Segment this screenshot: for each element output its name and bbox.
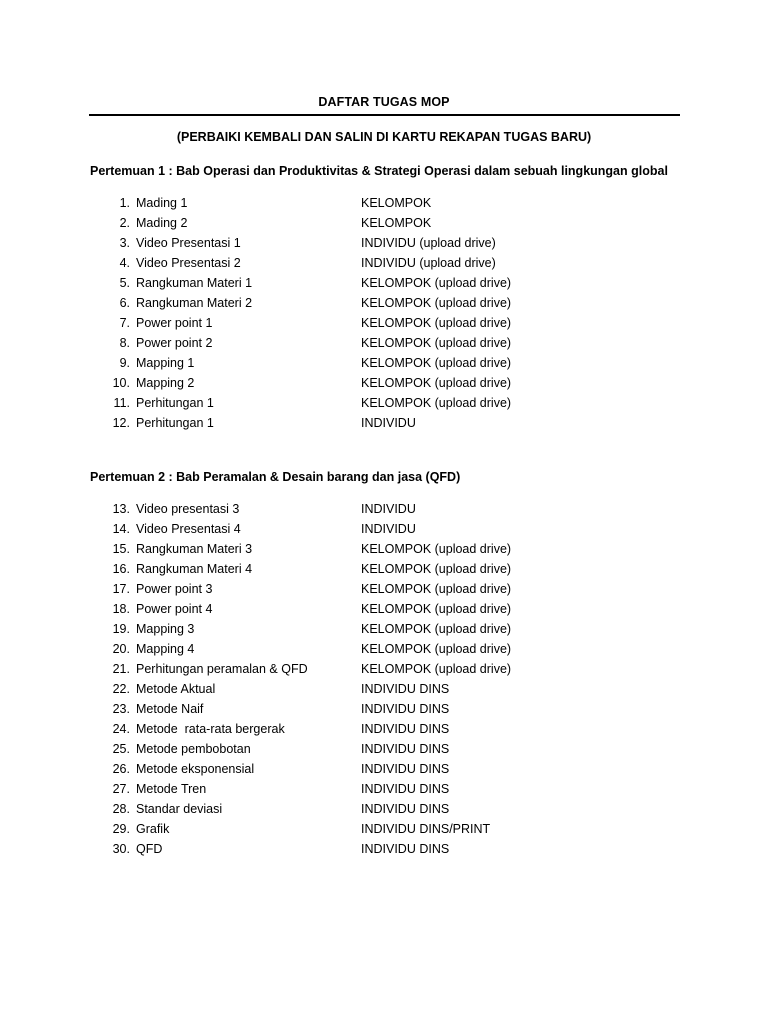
item-number: 19. bbox=[112, 622, 130, 636]
task-type: INDIVIDU bbox=[361, 502, 416, 516]
task-name: Mapping 2 bbox=[136, 376, 195, 390]
task-name: QFD bbox=[136, 842, 163, 856]
task-name: Mapping 3 bbox=[136, 622, 195, 636]
item-number: 7. bbox=[119, 316, 130, 330]
task-name: Perhitungan peramalan & QFD bbox=[136, 662, 308, 676]
list-item bbox=[0, 415, 768, 435]
list-item bbox=[0, 295, 768, 315]
list-item bbox=[0, 661, 768, 681]
item-number: 26. bbox=[112, 762, 130, 776]
task-type: INDIVIDU DINS bbox=[361, 742, 450, 756]
item-number: 15. bbox=[112, 542, 130, 556]
list-item bbox=[0, 721, 768, 741]
list-item bbox=[0, 541, 768, 561]
task-list-pertemuan-2 bbox=[0, 501, 768, 861]
item-number: 5. bbox=[119, 276, 130, 290]
task-type: INDIVIDU (upload drive) bbox=[361, 236, 496, 250]
task-type: KELOMPOK (upload drive) bbox=[361, 582, 512, 596]
item-number: 30. bbox=[112, 842, 130, 856]
list-item bbox=[0, 581, 768, 601]
list-item bbox=[0, 681, 768, 701]
task-type: KELOMPOK bbox=[361, 216, 432, 230]
list-item bbox=[0, 761, 768, 781]
list-item bbox=[0, 561, 768, 581]
task-name: Perhitungan 1 bbox=[136, 416, 214, 430]
list-item bbox=[0, 355, 768, 375]
item-number: 20. bbox=[112, 642, 130, 656]
task-name: Mapping 4 bbox=[136, 642, 195, 656]
task-name: Video Presentasi 2 bbox=[136, 256, 241, 270]
task-name: Power point 1 bbox=[136, 316, 213, 330]
list-item bbox=[0, 601, 768, 621]
list-item bbox=[0, 255, 768, 275]
item-number: 9. bbox=[119, 356, 130, 370]
list-item bbox=[0, 641, 768, 661]
task-name: Metode Aktual bbox=[136, 682, 216, 696]
item-number: 21. bbox=[112, 662, 130, 676]
list-item bbox=[0, 235, 768, 255]
task-type: INDIVIDU DINS bbox=[361, 722, 450, 736]
task-name: Power point 3 bbox=[136, 582, 213, 596]
item-number: 16. bbox=[112, 562, 130, 576]
task-type: KELOMPOK (upload drive) bbox=[361, 376, 512, 390]
task-type: KELOMPOK (upload drive) bbox=[361, 276, 512, 290]
list-item bbox=[0, 781, 768, 801]
item-number: 18. bbox=[112, 602, 130, 616]
task-type: INDIVIDU DINS/PRINT bbox=[361, 822, 491, 836]
item-number: 2. bbox=[119, 216, 130, 230]
document-subtitle: (PERBAIKI KEMBALI DAN SALIN DI KARTU REKAPAN TUGAS BARU) bbox=[176, 130, 592, 144]
item-number: 13. bbox=[112, 502, 130, 516]
task-type: KELOMPOK (upload drive) bbox=[361, 662, 512, 676]
task-list-pertemuan-1 bbox=[0, 195, 768, 435]
list-item bbox=[0, 741, 768, 761]
task-type: INDIVIDU DINS bbox=[361, 762, 450, 776]
task-type: INDIVIDU DINS bbox=[361, 802, 450, 816]
document-title: DAFTAR TUGAS MOP bbox=[318, 95, 450, 109]
task-type: INDIVIDU DINS bbox=[361, 782, 450, 796]
item-number: 27. bbox=[112, 782, 130, 796]
task-name: Mapping 1 bbox=[136, 356, 195, 370]
list-item bbox=[0, 275, 768, 295]
list-item bbox=[0, 801, 768, 821]
list-item bbox=[0, 821, 768, 841]
list-item bbox=[0, 621, 768, 641]
task-name: Video Presentasi 1 bbox=[136, 236, 241, 250]
task-name: Metode Tren bbox=[136, 782, 207, 796]
task-type: KELOMPOK (upload drive) bbox=[361, 336, 512, 350]
list-item bbox=[0, 215, 768, 235]
task-name: Video presentasi 3 bbox=[136, 502, 240, 516]
list-item bbox=[0, 841, 768, 861]
section-heading-pertemuan-1: Pertemuan 1 : Bab Operasi dan Produktivitas & Strategi Operasi dalam sebuah lingkungan global bbox=[90, 164, 668, 178]
list-item bbox=[0, 501, 768, 521]
task-type: INDIVIDU bbox=[361, 522, 416, 536]
task-type: KELOMPOK (upload drive) bbox=[361, 602, 512, 616]
item-number: 12. bbox=[112, 416, 130, 430]
list-item bbox=[0, 395, 768, 415]
task-name: Rangkuman Materi 3 bbox=[136, 542, 253, 556]
list-item bbox=[0, 315, 768, 335]
task-type: KELOMPOK bbox=[361, 196, 432, 210]
item-number: 14. bbox=[112, 522, 130, 536]
task-type: KELOMPOK (upload drive) bbox=[361, 316, 512, 330]
task-name: Mading 1 bbox=[136, 196, 188, 210]
task-type: INDIVIDU (upload drive) bbox=[361, 256, 496, 270]
task-type: KELOMPOK (upload drive) bbox=[361, 396, 512, 410]
task-name: Rangkuman Materi 2 bbox=[136, 296, 253, 310]
item-number: 6. bbox=[119, 296, 130, 310]
task-type: INDIVIDU DINS bbox=[361, 682, 450, 696]
task-name: Rangkuman Materi 1 bbox=[136, 276, 253, 290]
section-heading-pertemuan-2: Pertemuan 2 : Bab Peramalan & Desain barang dan jasa (QFD) bbox=[90, 470, 461, 484]
item-number: 22. bbox=[112, 682, 130, 696]
task-type: INDIVIDU DINS bbox=[361, 702, 450, 716]
title-underline-divider bbox=[89, 114, 680, 116]
task-name: Power point 2 bbox=[136, 336, 213, 350]
task-type: KELOMPOK (upload drive) bbox=[361, 622, 512, 636]
task-type: INDIVIDU DINS bbox=[361, 842, 450, 856]
item-number: 17. bbox=[112, 582, 130, 596]
item-number: 3. bbox=[119, 236, 130, 250]
item-number: 11. bbox=[113, 396, 130, 410]
list-item bbox=[0, 701, 768, 721]
item-number: 10. bbox=[112, 376, 130, 390]
task-name: Mading 2 bbox=[136, 216, 188, 230]
task-name: Metode rata-rata bergerak bbox=[136, 722, 285, 736]
task-name: Rangkuman Materi 4 bbox=[136, 562, 253, 576]
list-item bbox=[0, 375, 768, 395]
item-number: 8. bbox=[119, 336, 130, 350]
task-name: Video Presentasi 4 bbox=[136, 522, 241, 536]
task-name: Standar deviasi bbox=[136, 802, 223, 816]
task-type: KELOMPOK (upload drive) bbox=[361, 356, 512, 370]
item-number: 28. bbox=[112, 802, 130, 816]
task-name: Perhitungan 1 bbox=[136, 396, 214, 410]
task-name: Power point 4 bbox=[136, 602, 213, 616]
item-number: 25. bbox=[112, 742, 130, 756]
task-type: KELOMPOK (upload drive) bbox=[361, 296, 512, 310]
item-number: 23. bbox=[112, 702, 130, 716]
item-number: 29. bbox=[112, 822, 130, 836]
task-type: INDIVIDU bbox=[361, 416, 416, 430]
task-type: KELOMPOK (upload drive) bbox=[361, 642, 512, 656]
task-name: Metode eksponensial bbox=[136, 762, 255, 776]
task-name: Metode pembobotan bbox=[136, 742, 251, 756]
task-name: Metode Naif bbox=[136, 702, 204, 716]
task-type: KELOMPOK (upload drive) bbox=[361, 542, 512, 556]
item-number: 24. bbox=[112, 722, 130, 736]
item-number: 1. bbox=[119, 196, 130, 210]
list-item bbox=[0, 195, 768, 215]
task-type: KELOMPOK (upload drive) bbox=[361, 562, 512, 576]
item-number: 4. bbox=[119, 256, 130, 270]
task-name: Grafik bbox=[136, 822, 170, 836]
list-item bbox=[0, 335, 768, 355]
list-item bbox=[0, 521, 768, 541]
